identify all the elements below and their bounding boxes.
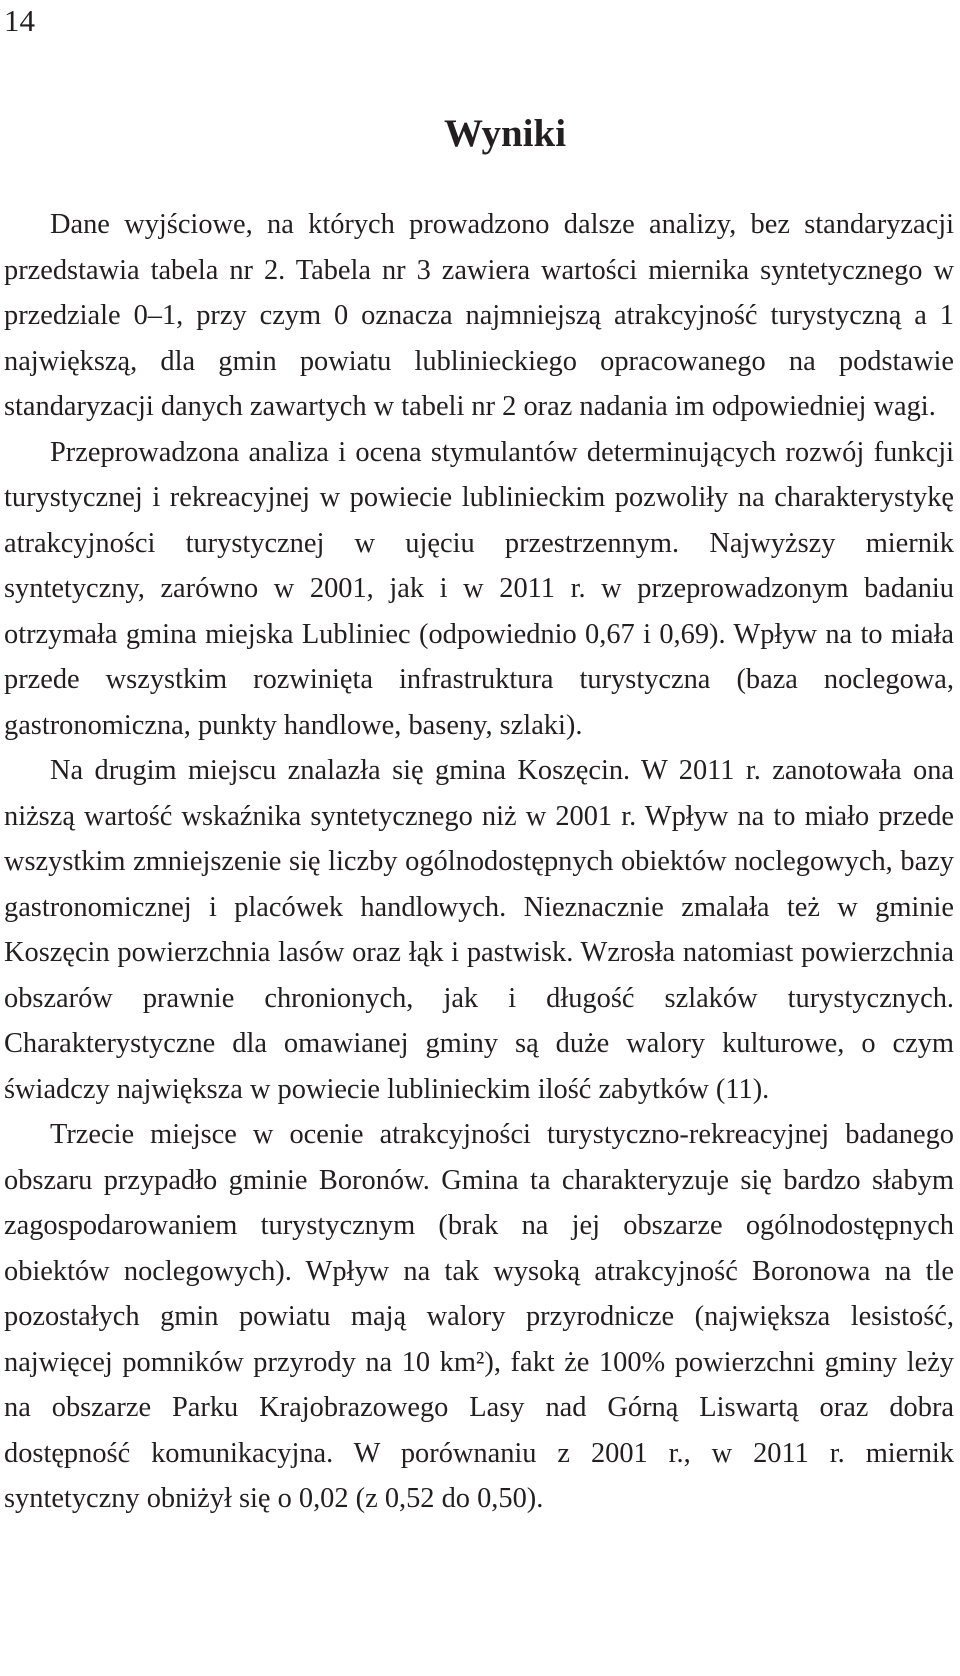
page-number: 14 [4, 3, 35, 38]
paragraph: Na drugim miejscu znalazła się gmina Koszęcin. W 2011 r. zanotowała ona niższą wartość wskaźnika syntetycznego niż w 2001 r. Wpływ na to miało przede wszystkim zmniejszenie się liczby ogólnodostępnych obiektów noclegowych, bazy gastronomicznej i placówek handlowych. Nieznacznie zmalała też w gminie Koszęcin powierzchnia lasów oraz łąk i pastwisk. Wzrosła natomiast powierzchnia obszarów prawnie chronionych, jak i długość szlaków turystycznych. Charakterystyczne dla omawianej gminy są duże walory kulturowe, o czym świadczy największa w powiecie lublinieckim ilość zabytków (11). [4, 755, 954, 1105]
paragraph: Przeprowadzona analiza i ocena stymulantów determinujących rozwój funkcji turystycznej i rekreacyjnej w powiecie lublinieckim pozwoliły na charakterystykę atrakcyjności turystycznej w ujęciu przestrzennym. Najwyższy miernik syntetyczny, zarówno w 2001, jak i w 2011 r. w przeprowadzonym badaniu otrzymała gmina miejska Lubliniec (odpowiednio 0,67 i 0,69). Wpływ na to miała przede wszystkim rozwinięta infrastruktura turystyczna (baza noclegowa, gastronomiczna, punkty handlowe, baseny, szlaki). [4, 436, 954, 741]
body-text [4, 202, 954, 1522]
section-title: Wyniki [443, 112, 567, 155]
paragraph: Trzecie miejsce w ocenie atrakcyjności turystyczno-rekreacyjnej badanego obszaru przypadło gminie Boronów. Gmina ta charakteryzuje się bardzo słabym zagospodarowaniem turystycznym (brak na jej obszarze ogólnodostępnych obiektów noclegowych). Wpływ na tak wysoką atrakcyjność Boronowa na tle pozostałych gmin powiatu mają walory przyrodnicze (największa lesistość, najwięcej pomników przyrody na 10 km²), fakt że 100% powierzchni gminy leży na obszarze Parku Krajobrazowego Lasy nad Górną Liswartą oraz dobra dostępność komunikacyjna. W porównaniu z 2001 r., w 2011 r. miernik syntetyczny obniżył się o 0,02 (z 0,52 do 0,50). [4, 1119, 954, 1514]
paragraph: Dane wyjściowe, na których prowadzono dalsze analizy, bez standaryzacji przedstawia tabela nr 2. Tabela nr 3 zawiera wartości miernika syntetycznego w przedziale 0–1, przy czym 0 oznacza najmniejszą atrakcyjność turystyczną a 1 największą, dla gmin powiatu lublinieckiego opracowanego na podstawie standaryzacji danych zawartych w tabeli nr 2 oraz nadania im odpowiedniej wagi. [4, 209, 954, 422]
